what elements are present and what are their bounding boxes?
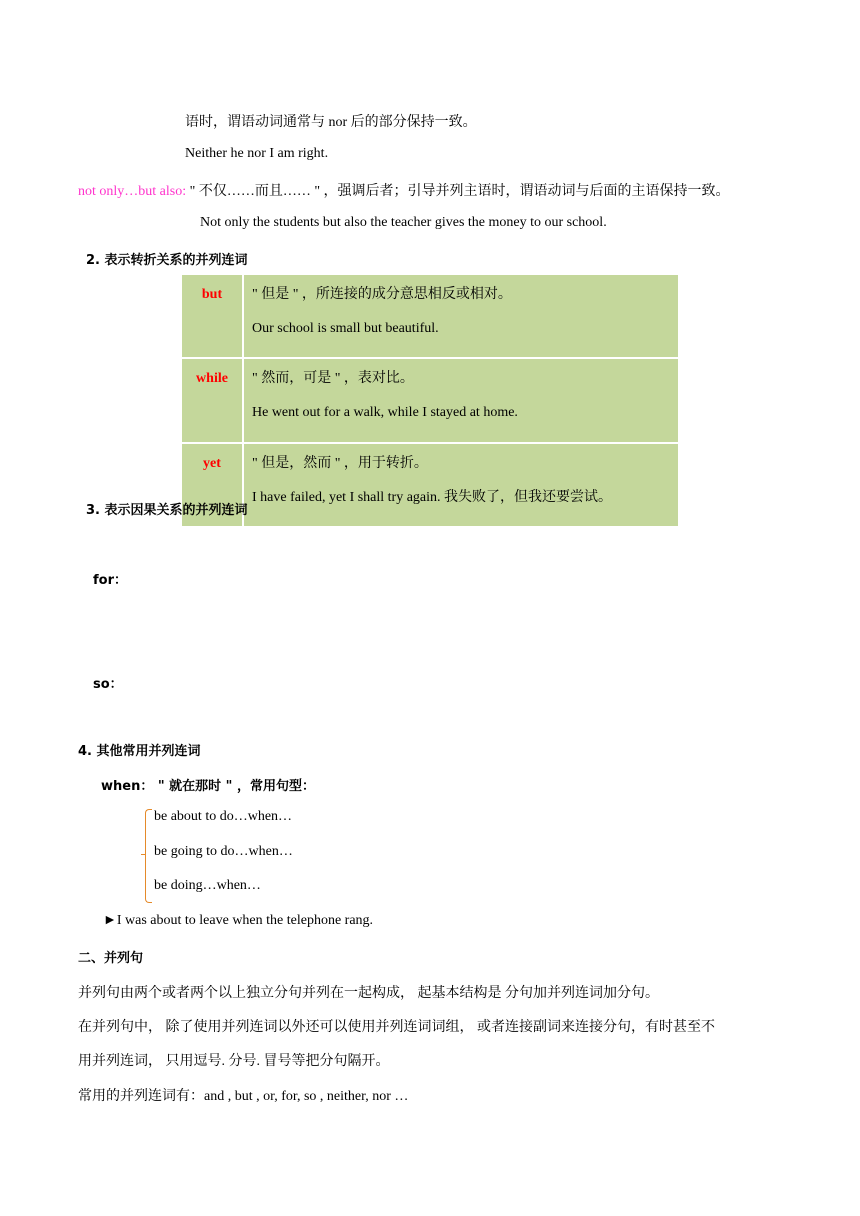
- paragraph: 并列句由两个或者两个以上独立分句并列在一起构成， 起基本结构是 分句加并列连词加分句。: [78, 986, 659, 1001]
- pattern-item: be about to do…when…: [154, 809, 293, 824]
- keyword-cell: while: [181, 358, 243, 443]
- when-line: when： " 就在那时 " ，常用句型：: [101, 779, 315, 794]
- section-heading: 4. 其他常用并列连词: [78, 744, 201, 759]
- description-cell: [243, 358, 679, 443]
- for-label: for：: [93, 573, 127, 588]
- pattern-item: be doing…when…: [154, 878, 261, 893]
- paragraph: 用并列连词， 只用逗号. 分号. 冒号等把分句隔开。: [78, 1054, 390, 1069]
- meaning-text: " 但是，然而 " ，用于转折。: [252, 456, 428, 471]
- bracket-tip: [141, 854, 146, 855]
- example-sentence: Neither he nor I am right.: [185, 146, 329, 161]
- keyword-cell: but: [181, 274, 243, 358]
- text-line: 语时，谓语动词通常与 nor 后的部分保持一致。: [185, 115, 477, 130]
- pattern-item: be going to do…when…: [154, 844, 293, 859]
- table-row: [181, 274, 679, 358]
- section-heading: 3. 表示因果关系的并列连词: [86, 503, 248, 518]
- example-text: He went out for a walk, while I stayed at home.: [252, 405, 518, 420]
- notonly-line: [78, 180, 730, 200]
- paragraph: 常用的并列连词有：and , but , or, for, so , neither, nor …: [78, 1089, 409, 1104]
- conjunction-table: [181, 274, 679, 527]
- meaning-text: " 然而，可是 " ，表对比。: [252, 371, 414, 386]
- example-sentence: ►I was about to leave when the telephone rang.: [103, 913, 374, 928]
- table-row: [181, 443, 679, 527]
- example-text: I have failed, yet I shall try again. 我失败了，但我还要尝试。: [252, 490, 613, 505]
- meaning-text: " 但是 " ，所连接的成分意思相反或相对。: [252, 287, 512, 302]
- example-text: Our school is small but beautiful.: [252, 321, 439, 336]
- so-label: so：: [93, 677, 123, 692]
- table-row: [181, 358, 679, 443]
- conjunction-explanation: " 不仅……而且…… " ，强调后者；引导并列主语时，谓语动词与后面的主语保持一致。: [186, 184, 730, 199]
- part-heading: 二、并列句: [78, 951, 144, 966]
- section-heading: 2. 表示转折关系的并列连词: [86, 253, 248, 268]
- description-cell: [243, 443, 679, 527]
- example-sentence: Not only the students but also the teacher gives the money to our school.: [200, 215, 607, 230]
- conjunction-label: not only…but also:: [78, 184, 187, 199]
- description-cell: [243, 274, 679, 358]
- paragraph: 在并列句中， 除了使用并列连词以外还可以使用并列连词词组， 或者连接副词来连接分句，有时甚至不: [78, 1020, 715, 1035]
- keyword-cell: yet: [181, 443, 243, 527]
- bracket-icon: [145, 809, 152, 903]
